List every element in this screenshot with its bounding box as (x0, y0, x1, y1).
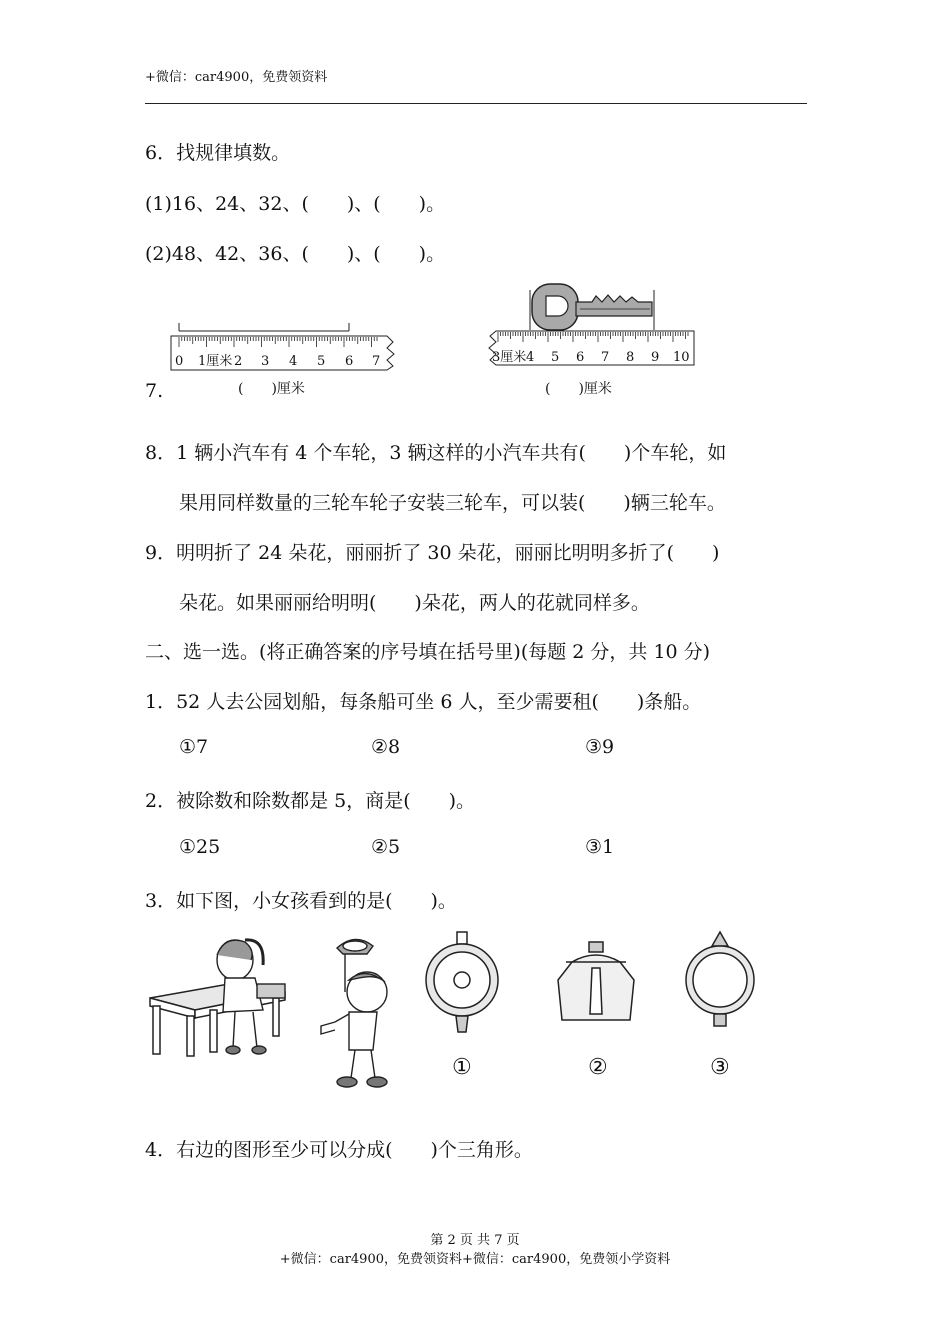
girl-icon (217, 940, 285, 1054)
boy-icon (321, 939, 387, 1087)
ruler-label: 7 (601, 350, 610, 365)
teapot-options (420, 928, 760, 1088)
mc3-question: 3．如下图，小女孩看到的是( )。 (145, 890, 457, 912)
ruler-label: 9 (651, 350, 660, 365)
mc1-option-2: ②8 (371, 736, 401, 758)
q7-answer-left: ( )厘米 (238, 381, 305, 397)
ruler-label: 4 (526, 350, 535, 365)
mc1-question: 1．52 人去公园划船，每条船可坐 6 人，至少需要租( )条船。 (145, 691, 702, 713)
ruler-label: 0 (175, 354, 184, 369)
q6-line-2: (2)48、42、36、( )、( )。 (145, 243, 446, 265)
mc4-question: 4．右边的图形至少可以分成( )个三角形。 (145, 1139, 533, 1161)
q9-line-1: 9．明明折了 24 朵花，丽丽折了 30 朵花，丽丽比明明多折了( ) (145, 542, 720, 564)
teapot-side-view-icon (558, 942, 634, 1020)
q7-number: 7. (145, 380, 164, 402)
page-number: 第 2 页 共 7 页 (430, 1233, 520, 1248)
section-2-title: 二、选一选。(将正确答案的序号填在括号里)(每题 2 分，共 10 分) (145, 641, 711, 663)
q9-line-2: 朵花。如果丽丽给明明( )朵花，两人的花就同样多。 (179, 592, 650, 614)
option-label: ③ (710, 1055, 730, 1080)
scene-illustration (145, 930, 405, 1095)
ruler-label: 5 (317, 354, 326, 369)
option-label: ① (452, 1055, 472, 1080)
ruler-label: 2 (234, 354, 243, 369)
key-icon (532, 284, 652, 330)
q6-title: 6．找规律填数。 (145, 142, 291, 164)
ruler-label: 6 (576, 350, 585, 365)
ruler-label: 10 (673, 350, 690, 365)
ruler-label: 8 (626, 350, 635, 365)
page-header: +微信：car4900，免费领资料 (145, 70, 328, 85)
q8-line-2: 果用同样数量的三轮车轮子安装三轮车，可以装( )辆三轮车。 (179, 492, 726, 514)
ruler-label: 5 (551, 350, 560, 365)
mc2-option-2: ②5 (371, 836, 401, 858)
ruler-label: 3厘米 (492, 350, 527, 365)
q8-line-1: 8．1 辆小汽车有 4 个车轮，3 辆这样的小汽车共有( )个车轮，如 (145, 442, 727, 464)
option-label: ② (588, 1055, 608, 1080)
mc1-option-1: ①7 (179, 736, 209, 758)
ruler-right-figure (480, 278, 700, 370)
ruler-label: 7 (372, 354, 381, 369)
ruler-label: 3 (261, 354, 270, 369)
ruler-label: 1厘米 (198, 354, 233, 369)
q7-answer-right: ( )厘米 (545, 381, 612, 397)
mc1-option-3: ③9 (585, 736, 615, 758)
header-divider (145, 103, 807, 104)
teapot-top-view-icon (426, 932, 498, 1032)
ruler-left-figure (165, 318, 405, 380)
mc2-option-3: ③1 (585, 836, 615, 858)
page-footer: +微信：car4900，免费领资料+微信：car4900，免费领小学资料 (279, 1252, 671, 1267)
ruler-label: 4 (289, 354, 298, 369)
mc2-option-1: ①25 (179, 836, 221, 858)
q6-line-1: (1)16、24、32、( )、( )。 (145, 193, 446, 215)
mc2-question: 2．被除数和除数都是 5，商是( )。 (145, 790, 476, 812)
teapot-bottom-view-icon (686, 932, 754, 1026)
ruler-label: 6 (345, 354, 354, 369)
